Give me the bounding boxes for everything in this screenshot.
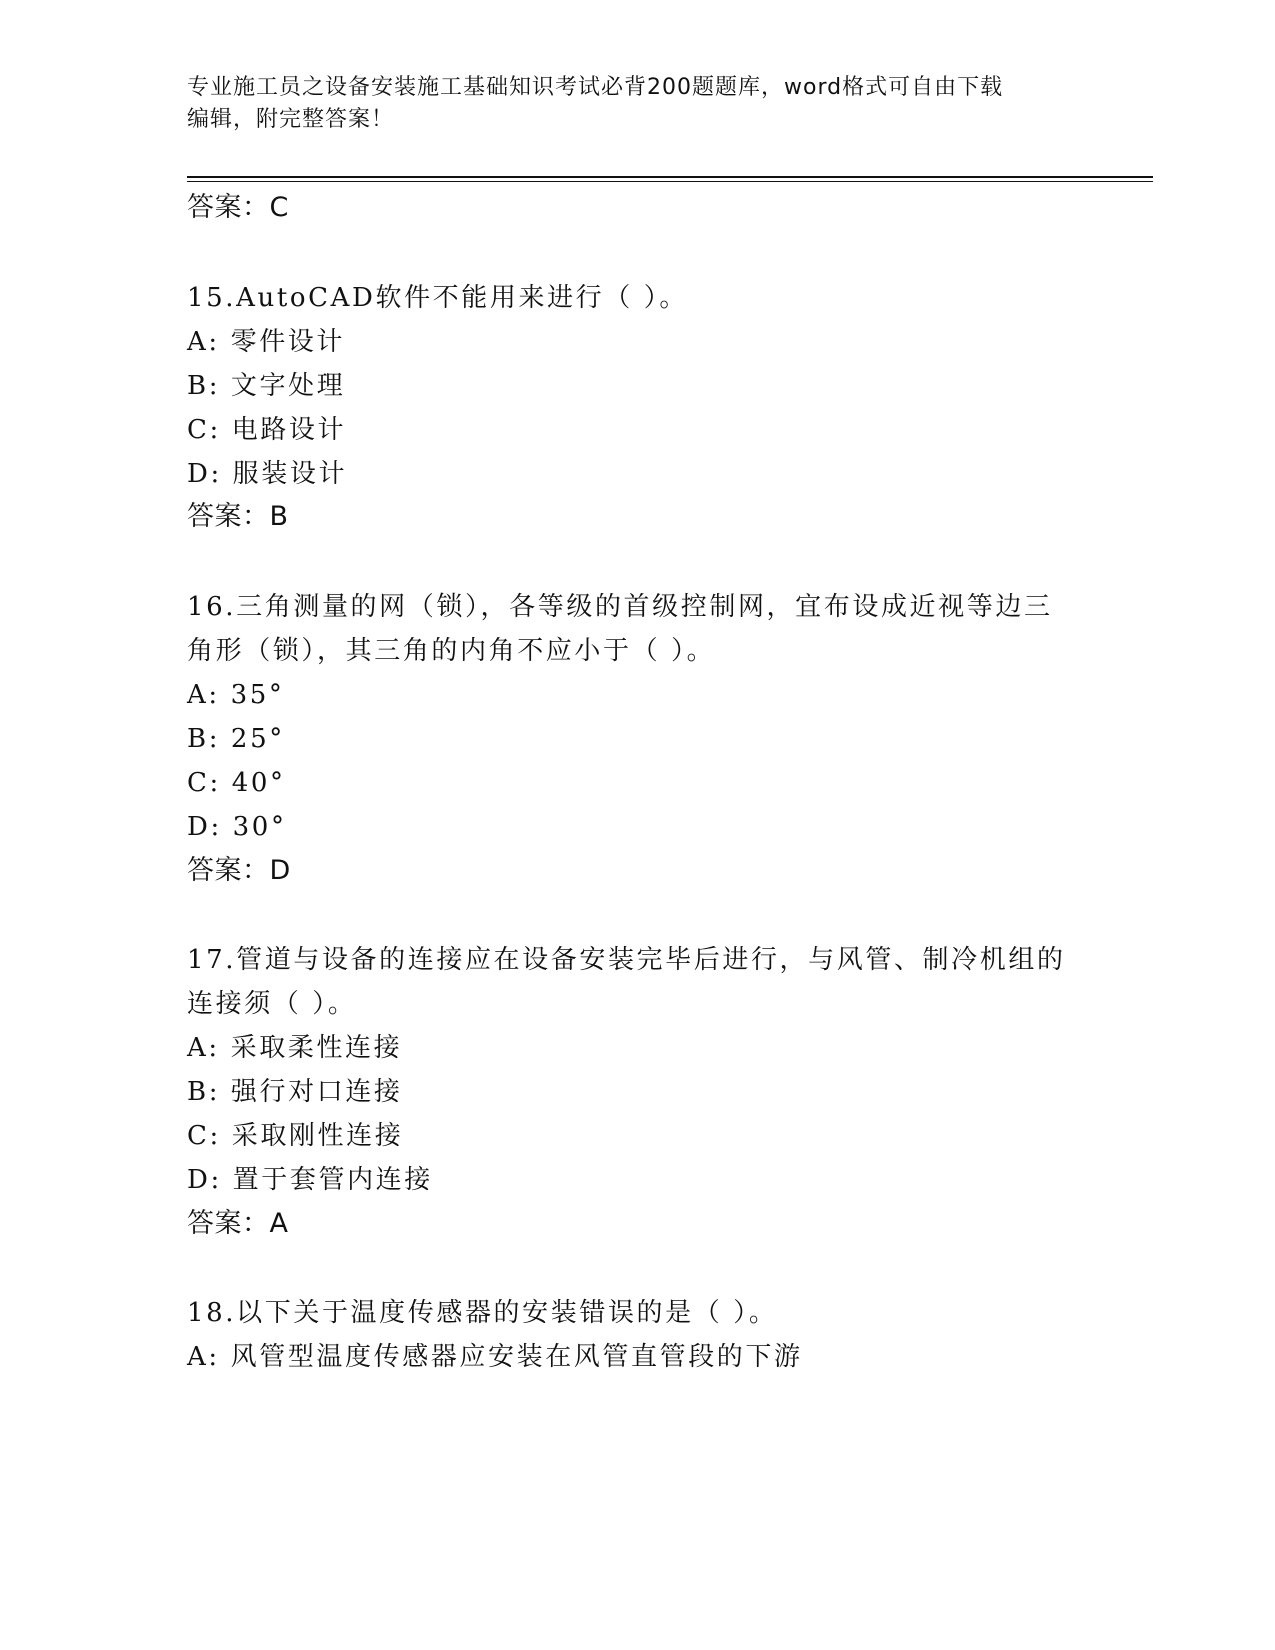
- header-divider-thin: [187, 181, 1153, 182]
- question-17-option-d: D: 置于套管内连接: [187, 1165, 433, 1195]
- question-16-stem-line-1: 16.三角测量的网（锁），各等级的首级控制网，宜布设成近视等边三: [187, 592, 1053, 622]
- question-17-stem-line-1: 17.管道与设备的连接应在设备安装完毕后进行，与风管、制冷机组的: [187, 945, 1066, 975]
- question-17-stem-line-2: 连接须（ ）。: [187, 989, 357, 1019]
- question-17-option-c: C: 采取刚性连接: [187, 1121, 404, 1151]
- question-16-option-c: C: 40°: [187, 768, 286, 798]
- question-15-option-a: A: 零件设计: [187, 327, 346, 357]
- document-header: [187, 72, 1077, 136]
- question-18-stem: 18.以下关于温度传感器的安装错误的是（ ）。: [187, 1298, 778, 1328]
- question-15-stem: 15.AutoCAD软件不能用来进行（ ）。: [187, 283, 688, 313]
- question-16-answer: 答案：D: [187, 855, 291, 886]
- header-line-1: 专业施工员之设备安装施工基础知识考试必背200题题库，word格式可自由下载: [187, 75, 1004, 100]
- header-line-2: 编辑，附完整答案！: [187, 107, 395, 132]
- answer-line: 答案：C: [187, 192, 289, 223]
- question-15-option-b: B: 文字处理: [187, 371, 346, 401]
- header-divider-thick: [187, 176, 1153, 178]
- question-16-stem-line-2: 角形（锁），其三角的内角不应小于（ ）。: [187, 636, 716, 666]
- question-18-option-a: A: 风管型温度传感器应安装在风管直管段的下游: [187, 1342, 803, 1372]
- question-16-option-b: B: 25°: [187, 724, 285, 754]
- question-17-option-a: A: 采取柔性连接: [187, 1033, 403, 1063]
- question-16-option-d: D: 30°: [187, 812, 287, 842]
- question-17-option-b: B: 强行对口连接: [187, 1077, 403, 1107]
- question-15-option-c: C: 电路设计: [187, 415, 347, 445]
- question-17-answer: 答案：A: [187, 1208, 289, 1239]
- question-16-option-a: A: 35°: [187, 680, 285, 710]
- question-15-answer: 答案：B: [187, 501, 289, 532]
- question-15-option-d: D: 服装设计: [187, 459, 348, 489]
